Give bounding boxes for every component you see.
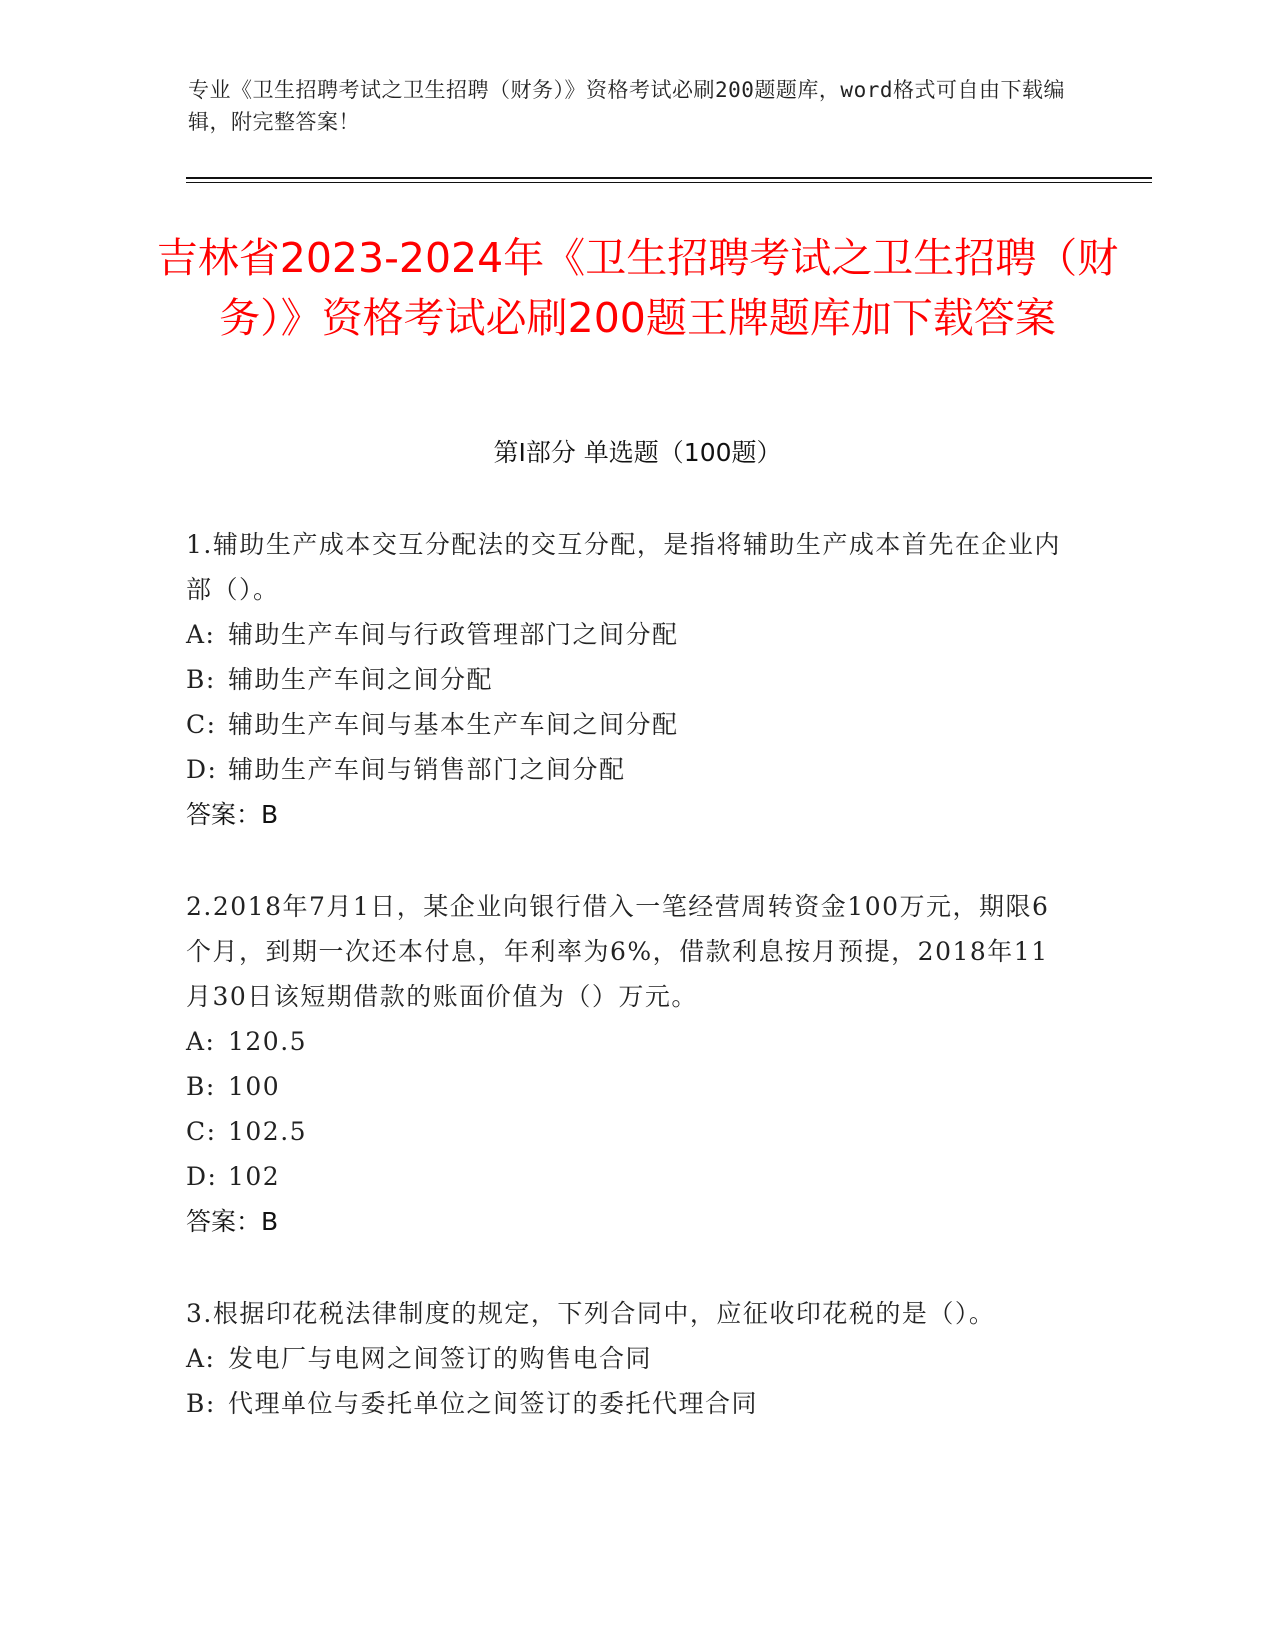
header-divider-thin (186, 182, 1152, 183)
option-text: 100 (228, 1072, 281, 1101)
option-text: 代理单位与委托单位之间签订的委托代理合同 (228, 1389, 759, 1418)
question-1 (186, 522, 1066, 837)
option-a (186, 612, 1066, 657)
option-key: B: (186, 1389, 216, 1418)
option-b (186, 1064, 1066, 1109)
option-text: 辅助生产车间与销售部门之间分配 (228, 755, 626, 784)
question-stem: 1.辅助生产成本交互分配法的交互分配，是指将辅助生产成本首先在企业内部（）。 (186, 530, 1061, 604)
question-stem: 2.2018年7月1日，某企业向银行借入一笔经营周转资金100万元，期限6个月，到期一次还本付息，年利率为6%，借款利息按月预提，2018年11月30日该短期借款的账面价值为（）万元。 (186, 892, 1050, 1011)
question-3 (186, 1291, 1066, 1426)
header-note: 专业《卫生招聘考试之卫生招聘（财务）》资格考试必刷200题题库，word格式可自由下载编辑，附完整答案！ (188, 78, 1065, 134)
option-key: C: (186, 1117, 217, 1146)
option-b (186, 657, 1066, 702)
option-key: A: (186, 1344, 216, 1373)
option-text: 发电厂与电网之间签订的购售电合同 (228, 1344, 653, 1373)
option-a (186, 1019, 1066, 1064)
option-key: B: (186, 665, 216, 694)
option-c (186, 1109, 1066, 1154)
option-text: 辅助生产车间之间分配 (228, 665, 494, 694)
option-key: A: (186, 620, 216, 649)
option-key: A: (186, 1027, 216, 1056)
answer-line: 答案：B (186, 800, 279, 829)
option-text: 102.5 (228, 1117, 308, 1146)
document-title: 吉林省2023-2024年《卫生招聘考试之卫生招聘（财务）》资格考试必刷200题王牌题库加下载答案 (156, 234, 1119, 342)
option-a (186, 1336, 1066, 1381)
section-heading: 第I部分 单选题（100题） (493, 438, 782, 467)
option-d (186, 1154, 1066, 1199)
option-d (186, 747, 1066, 792)
header-divider-thick (186, 177, 1152, 179)
question-list (186, 522, 1066, 1473)
option-b (186, 1381, 1066, 1426)
option-text: 辅助生产车间与基本生产车间之间分配 (228, 710, 679, 739)
option-c (186, 702, 1066, 747)
option-text: 102 (228, 1162, 281, 1191)
option-key: C: (186, 710, 217, 739)
answer-line: 答案：B (186, 1207, 279, 1236)
option-text: 120.5 (228, 1027, 308, 1056)
question-2 (186, 884, 1066, 1244)
option-text: 辅助生产车间与行政管理部门之间分配 (228, 620, 679, 649)
option-key: B: (186, 1072, 216, 1101)
question-stem: 3.根据印花税法律制度的规定，下列合同中，应征收印花税的是（）。 (186, 1299, 996, 1328)
option-key: D: (186, 1162, 218, 1191)
option-key: D: (186, 755, 218, 784)
